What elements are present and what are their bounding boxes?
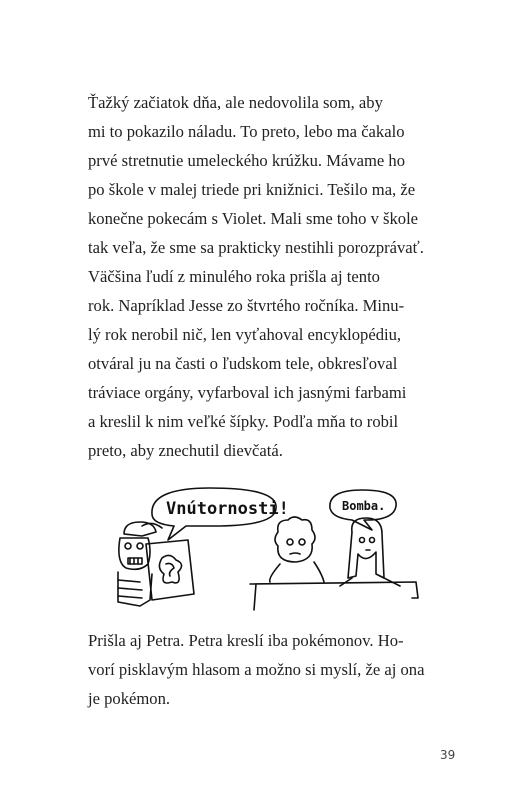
text-line: konečne pokecám s Violet. Mali sme toho v škole	[88, 209, 419, 228]
text-line: Väčšina ľudí z minulého roka prišla aj tento	[88, 267, 380, 286]
text-line: a kreslil k nim veľké šípky. Podľa mňa to robil	[88, 412, 399, 431]
text-line: vorí pisklavým hlasom a možno si myslí, že aj ona	[88, 660, 425, 679]
text-line: po škole v malej triede pri knižnici. Tešilo ma, že	[88, 180, 416, 199]
text-line: mi to pokazilo náladu. To preto, lebo ma čakalo	[88, 122, 405, 141]
boy-with-cap-figure	[118, 522, 162, 606]
table	[250, 582, 418, 610]
text-line: Ťažký začiatok dňa, ale nedovolila som, aby	[88, 93, 383, 112]
text-line: lý rok nerobil nič, len vyťahoval encyklopédiu,	[88, 325, 402, 344]
cartoon-illustration	[90, 482, 430, 612]
page-number: 39	[440, 748, 456, 762]
text-line: tak veľa, že sme sa prakticky nestihli porozprávať.	[88, 238, 424, 257]
paragraph-3	[88, 626, 454, 713]
speech-bubble-right-text: Bomba.	[342, 499, 386, 513]
anatomy-drawing	[146, 540, 194, 600]
text-line: prvé stretnutie umeleckého krúžku. Mávame ho	[88, 151, 406, 170]
text-line: otváral ju na časti o ľudskom tele, obkresľoval	[88, 354, 398, 373]
text-line: je pokémon.	[88, 689, 171, 708]
paragraph-2	[88, 262, 454, 465]
paragraph-1	[88, 88, 454, 262]
text-line: Prišla aj Petra. Petra kreslí iba pokémonov. Ho-	[88, 631, 404, 650]
text-line: tráviace orgány, vyfarboval ich jasnými farbami	[88, 383, 407, 402]
curly-haired-boy-figure	[270, 517, 324, 582]
text-line: rok. Napríklad Jesse zo štvrtého ročníka. Minu-	[88, 296, 405, 315]
text-line: preto, aby znechutil dievčatá.	[88, 441, 283, 460]
speech-bubble-left-text: Vnútornosti!	[166, 499, 289, 519]
